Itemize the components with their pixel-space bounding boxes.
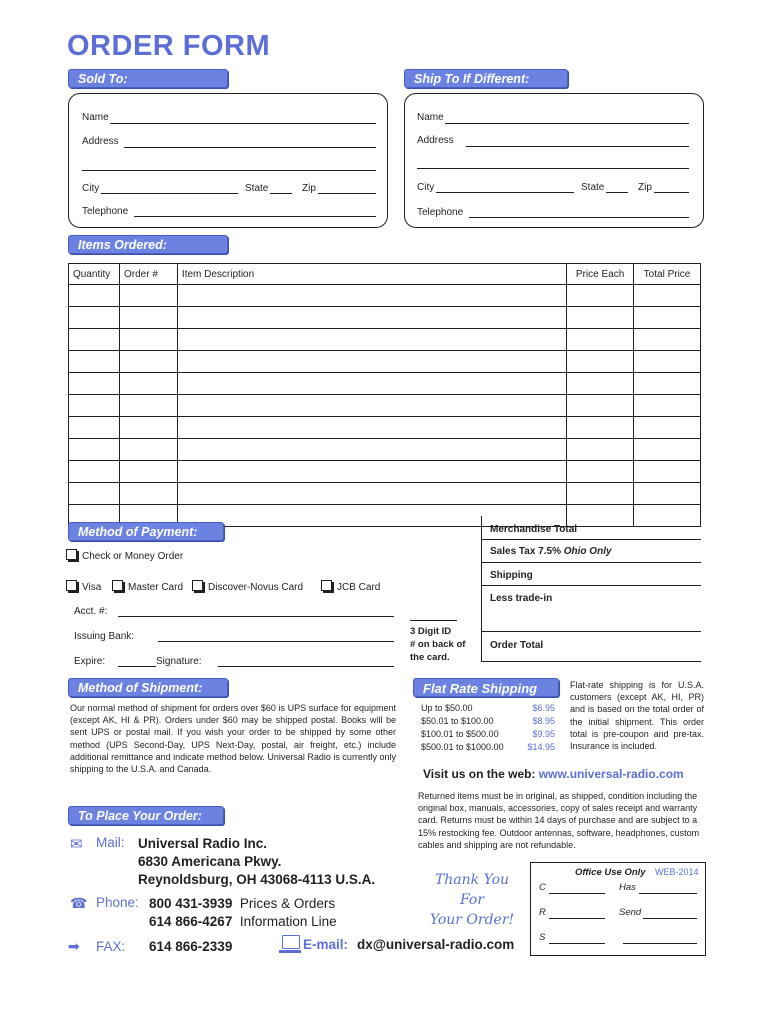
table-row[interactable]: [69, 395, 701, 417]
table-row[interactable]: [69, 351, 701, 373]
sold-to-header: Sold To:: [68, 69, 228, 88]
ship-to-header: Ship To If Different:: [404, 69, 568, 88]
merchandise-total-row[interactable]: [481, 516, 701, 540]
office-has-label: Has: [619, 882, 636, 893]
mail-label: Mail:: [96, 835, 125, 850]
shipping-row[interactable]: [481, 563, 701, 586]
mastercard-label: Master Card: [128, 582, 184, 593]
ship-name-label: Name: [417, 112, 444, 123]
mail-address: [138, 835, 375, 889]
ship-telephone-label: Telephone: [417, 207, 464, 218]
visit-web-label: Visit us on the web:: [423, 767, 539, 781]
phone-info-desc: Information Line: [239, 914, 337, 929]
items-table: [68, 263, 701, 527]
checkbox-icon[interactable]: [112, 580, 123, 591]
computer-icon-base: [279, 950, 301, 953]
office-use-box: [530, 862, 706, 956]
discover-option[interactable]: [192, 580, 303, 593]
place-order-header: To Place Your Order:: [68, 806, 224, 825]
table-row[interactable]: [69, 461, 701, 483]
table-row[interactable]: [69, 329, 701, 351]
sold-address-field[interactable]: [124, 147, 376, 148]
visit-web: [423, 767, 684, 781]
check-label: Check or Money Order: [82, 551, 184, 562]
thank-you-line-2: Your Order!: [429, 912, 515, 928]
sold-zip-label: Zip: [302, 183, 316, 194]
sold-address2-field[interactable]: [82, 170, 376, 171]
rate-price: $14.95: [527, 742, 555, 752]
sales-tax-label: Sales Tax 7.5%: [490, 546, 564, 557]
col-quantity: Quantity: [69, 264, 120, 285]
office-s-label: S: [539, 932, 546, 943]
office-code: WEB-2014: [655, 867, 699, 877]
table-row[interactable]: [69, 417, 701, 439]
phone-orders-number[interactable]: 800 431-3939: [149, 896, 233, 911]
sold-city-label: City: [82, 183, 100, 194]
rate-range: $100.01 to $500.00: [421, 729, 499, 739]
sold-zip-field[interactable]: [318, 193, 376, 194]
rate-range: $50.01 to $100.00: [421, 716, 494, 726]
ship-city-label: City: [417, 182, 435, 193]
fax-number: 614 866-2339: [149, 939, 233, 954]
office-blank-field[interactable]: [623, 943, 697, 944]
cvv-line-2: # on back of: [410, 639, 466, 650]
ship-name-field[interactable]: [445, 123, 689, 124]
sold-name-label: Name: [82, 112, 109, 123]
rate-row: [421, 716, 555, 726]
computer-icon: [282, 935, 300, 949]
office-has-field[interactable]: [639, 893, 697, 894]
ship-zip-field[interactable]: [654, 192, 689, 193]
visa-label: Visa: [82, 582, 102, 593]
checkbox-icon[interactable]: [321, 580, 332, 591]
mail-line-2: 6830 Americana Pkwy.: [138, 854, 282, 869]
office-c-field[interactable]: [549, 893, 605, 894]
trade-in-row[interactable]: [481, 586, 701, 632]
phone-icon: ☎: [70, 895, 88, 911]
order-total-row[interactable]: [481, 632, 701, 662]
table-row[interactable]: [69, 373, 701, 395]
signature-field[interactable]: [218, 666, 394, 667]
sold-telephone-field[interactable]: [134, 216, 376, 217]
col-price-each: Price Each: [567, 264, 634, 285]
mail-line-3: Reynoldsburg, OH 43068-4113 U.S.A.: [138, 872, 376, 887]
mail-icon: ✉: [70, 836, 83, 853]
checkbox-icon[interactable]: [66, 549, 77, 560]
office-send-label: Send: [619, 907, 642, 918]
sold-telephone-label: Telephone: [82, 206, 129, 217]
ship-telephone-field[interactable]: [469, 217, 689, 218]
office-r-label: R: [539, 907, 546, 918]
returns-policy: Returned items must be in original, as shipped, condition including the original box, manuals, accessories, copy of sales receipt and warranty card. Returns must be within 14 days of purchase and are subject to a 15% restocking fee. Outdoor antennas, software, headphones, custom cables and shipping are not refundable.: [418, 791, 700, 850]
rate-price: $6.95: [532, 703, 555, 713]
thank-you-note: [424, 870, 520, 930]
issuing-bank-label: Issuing Bank:: [74, 631, 135, 642]
ohio-only-note: Ohio Only: [563, 546, 612, 557]
sold-name-field[interactable]: [110, 123, 376, 124]
order-total-label: Order Total: [490, 640, 544, 651]
acct-label: Acct. #:: [74, 606, 108, 617]
email-label: E-mail:: [303, 937, 349, 952]
trade-in-label: Less trade-in: [490, 593, 553, 604]
expire-label: Expire:: [74, 656, 106, 667]
acct-field[interactable]: [118, 616, 394, 617]
method-of-shipment-header: Method of Shipment:: [68, 678, 228, 697]
phone-orders-desc: Prices & Orders: [239, 896, 336, 911]
jcb-option[interactable]: [321, 580, 380, 593]
phone-numbers: [149, 895, 337, 931]
sold-state-label: State: [245, 183, 269, 194]
shipping-label: Shipping: [490, 570, 533, 581]
col-order-number: Order #: [119, 264, 177, 285]
email-address[interactable]: dx@universal-radio.com: [357, 937, 515, 952]
phone-info-number[interactable]: 614 866-4267: [149, 914, 233, 929]
mail-line-1: Universal Radio Inc.: [138, 836, 268, 851]
rate-row: [421, 729, 555, 739]
office-s-field[interactable]: [549, 943, 605, 944]
mastercard-option[interactable]: [112, 580, 183, 593]
flat-rate-text: Flat-rate shipping is for U.S.A. customers (except AK, HI, PR) and is based on the total order of the initial shipment. This order total is pre-coupon and pre-tax. Insurance is included.: [570, 680, 704, 752]
cvv-line-3: the card.: [410, 652, 450, 663]
rate-row: [421, 742, 555, 752]
office-c-label: C: [539, 882, 546, 893]
ship-city-field[interactable]: [436, 192, 574, 193]
checkbox-icon[interactable]: [66, 580, 77, 591]
ship-address-field[interactable]: [466, 146, 689, 147]
discover-label: Discover-Novus Card: [208, 582, 304, 593]
rate-range: $500.01 to $1000.00: [421, 742, 504, 752]
ship-address2-field[interactable]: [417, 168, 689, 169]
col-item-description: Item Description: [177, 264, 566, 285]
sold-city-field[interactable]: [101, 193, 238, 194]
fax-arrow-icon: ➡: [68, 938, 80, 954]
check-option[interactable]: [66, 549, 183, 562]
office-send-field[interactable]: [643, 918, 697, 919]
sold-state-field[interactable]: [270, 193, 292, 194]
website-link[interactable]: www.universal-radio.com: [538, 767, 684, 781]
office-r-field[interactable]: [549, 918, 605, 919]
ship-zip-label: Zip: [638, 182, 652, 193]
expire-field[interactable]: [118, 666, 156, 667]
visa-option[interactable]: [66, 580, 101, 593]
office-use-title: Office Use Only: [575, 867, 646, 878]
ship-state-label: State: [581, 182, 605, 193]
cvv-note: [410, 625, 465, 664]
thank-you-line-1: Thank You For: [434, 872, 510, 908]
jcb-label: JCB Card: [337, 582, 381, 593]
sales-tax-row[interactable]: [481, 540, 701, 563]
cvv-field[interactable]: [410, 620, 457, 621]
items-header-row: [69, 264, 701, 285]
rate-price: $8.95: [532, 716, 555, 726]
issuing-bank-field[interactable]: [158, 641, 394, 642]
method-of-payment-header: Method of Payment:: [68, 522, 224, 541]
phone-label: Phone:: [96, 895, 139, 910]
table-row[interactable]: [69, 483, 701, 505]
table-row[interactable]: [69, 285, 701, 307]
rate-row: [421, 703, 555, 713]
table-row[interactable]: [69, 307, 701, 329]
ship-address-label: Address: [417, 135, 454, 146]
page-title: ORDER FORM: [67, 30, 271, 62]
cvv-line-1: 3 Digit ID: [410, 626, 452, 637]
shipment-text: Our normal method of shipment for orders over $60 is UPS surface for equipment (except AK, HI & PR). Orders under $60 may be shipped postal. Books will be sent UPS or postal mail. If you wish your order to be shipped by some other method (UPS Second-Day, UPS Next-Day, postal, air freight, etc.) include additional remittance and indicate method below. Universal Radio is currently only shipping to the U.S.A. and Canada.: [70, 703, 396, 775]
ship-state-field[interactable]: [606, 192, 628, 193]
sold-address-label: Address: [82, 136, 119, 147]
fax-label: FAX:: [96, 939, 126, 954]
col-total-price: Total Price: [634, 264, 701, 285]
signature-label: Signature:: [156, 656, 202, 667]
table-row[interactable]: [69, 439, 701, 461]
rate-range: Up to $50.00: [421, 703, 473, 713]
rate-price: $9.95: [532, 729, 555, 739]
items-ordered-header: Items Ordered:: [68, 235, 228, 254]
checkbox-icon[interactable]: [192, 580, 203, 591]
flat-rate-shipping-header: Flat Rate Shipping: [413, 678, 559, 697]
merchandise-total-label: Merchandise Total: [490, 524, 578, 535]
